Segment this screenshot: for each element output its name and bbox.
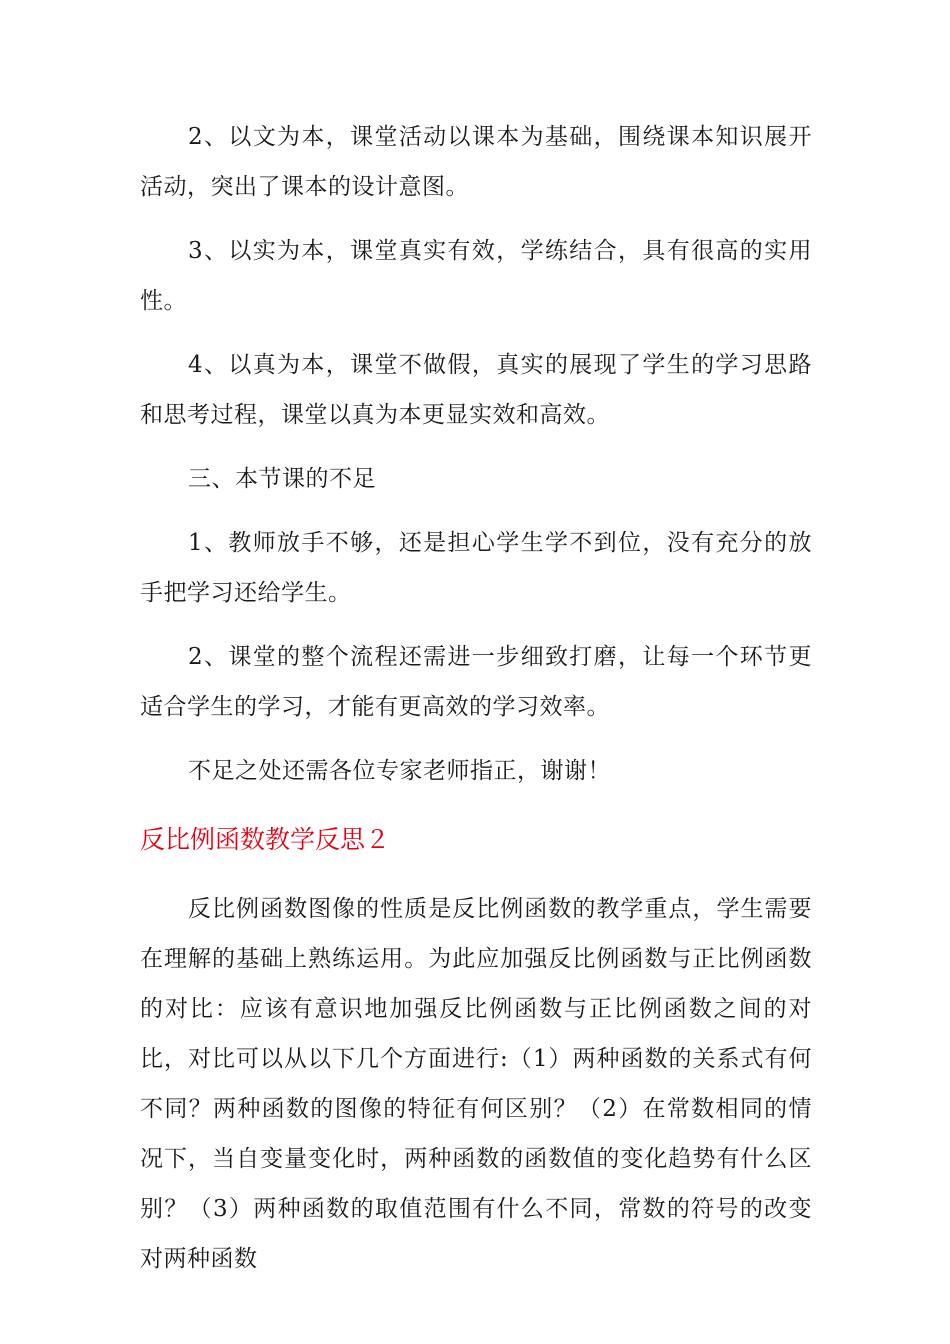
paragraph-point-3: 3、以实为本，课堂真实有效，学练结合，具有很高的实用性。 xyxy=(140,238,812,314)
section-subheading-shortcomings: 三、本节课的不足 xyxy=(188,466,376,492)
paragraph-shortcoming-2: 2、课堂的整个流程还需进一步细致打磨，让每一个环节更适合学生的学习，才能有更高效的学习效率。 xyxy=(140,644,812,720)
paragraph-closing: 不足之处还需各位专家老师指正，谢谢！ xyxy=(188,758,611,784)
paragraph-point-2: 2、以文为本，课堂活动以课本为基础，围绕课本知识展开活动，突出了课本的设计意图。 xyxy=(140,124,812,200)
document-page xyxy=(140,112,812,1298)
paragraph-body: 反比例函数图像的性质是反比例函数的教学重点，学生需要在理解的基础上熟练运用。为此应加强反比例函数与正比例函数的对比：应该有意识地加强反比例函数与正比例函数之间的对比，对比可以从以下几个方面进行:（1）两种函数的关系式有何不同？两种函数的图像的特征有何区别？（2）在常数相同的情况下，当自变量变化时，两种函数的函数值的变化趋势有什么区别？（3）两种函数的取值范围有什么不同，常数的符号的改变对两种函数 xyxy=(140,896,812,1272)
article-heading: 反比例函数教学反思２ xyxy=(140,825,391,854)
paragraph-shortcoming-1: 1、教师放手不够，还是担心学生学不到位，没有充分的放手把学习还给学生。 xyxy=(140,530,812,606)
paragraph-point-4: 4、以真为本，课堂不做假，真实的展现了学生的学习思路和思考过程，课堂以真为本更显实效和高效。 xyxy=(140,352,812,428)
